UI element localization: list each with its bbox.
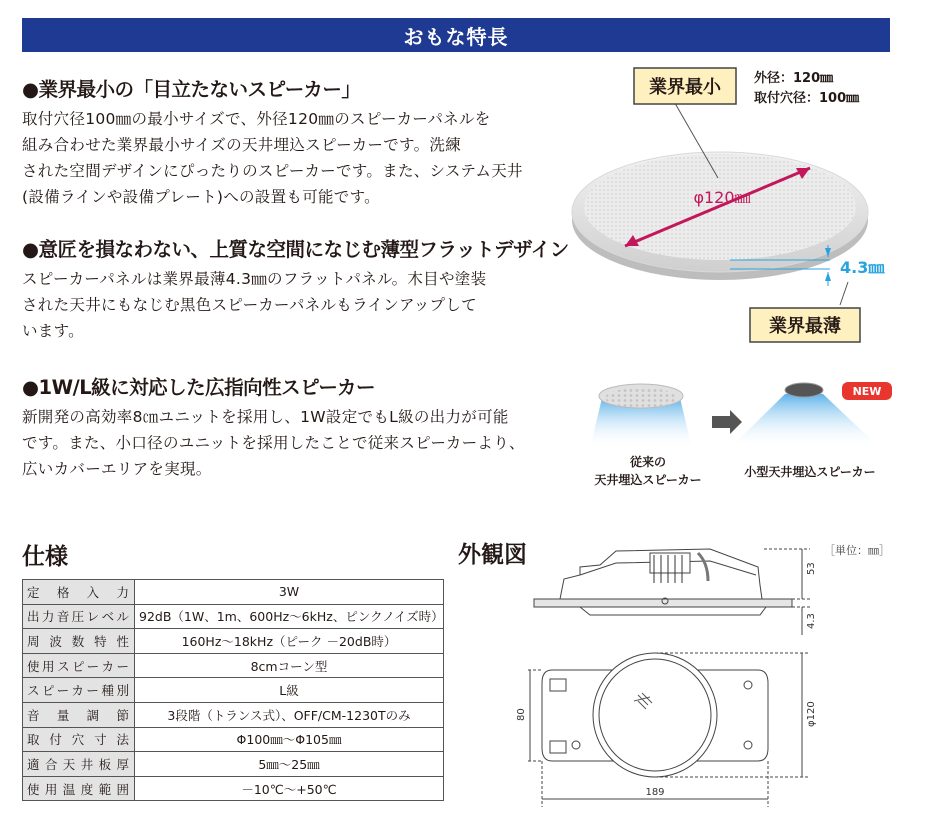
unit-label: ［単位：㎜］ [824, 544, 890, 557]
feature-body: 新開発の高効率8㎝ユニットを採用し、1W設定でもL級の出力が可能 です。また、小口径のユニットを採用したことで従来スピーカーより、 広いカバーエリアを実現。 [22, 408, 525, 478]
table-row [23, 727, 444, 752]
spec-value: 3段階（トランス式）、OFF/CM-1230Tのみ [135, 702, 444, 727]
spec-value: Φ100㎜～Φ105㎜ [135, 727, 444, 752]
spec-key: 音量調節 [23, 702, 135, 727]
spec-value: L級 [135, 678, 444, 703]
external-view-title: 外観図 [458, 542, 527, 568]
diameter-label: φ120㎜ [693, 188, 751, 207]
spec-key: スピーカー種別 [23, 678, 135, 703]
feature-body: 取付穴径100㎜の最小サイズで、外径120㎜のスピーカーパネルを 組み合わせた業界最小サイズの天井埋込スピーカーです。洗練 された空間デザインにぴったりのスピーカーです。また、システム天井 (設備ラインや設備プレート)への設置も可能です。 [22, 110, 523, 206]
old-speaker-label-2: 天井埋込スピーカー [594, 473, 702, 487]
spec-table [22, 579, 444, 801]
spec-key: 定格入力 [23, 580, 135, 605]
spec-key: 使用スピーカー [23, 653, 135, 678]
external-view-drawing [516, 545, 820, 820]
feature-heading: ●1W/L級に対応した広指向性スピーカー [22, 376, 375, 399]
table-row [23, 776, 444, 801]
table-row [23, 604, 444, 629]
spec-value: 5㎜～25㎜ [135, 752, 444, 777]
spec-value: 160Hz～18kHz（ピーク －20dB時） [135, 629, 444, 654]
spec-title: 仕様 [22, 544, 68, 570]
feature-heading: ●業界最小の「目立たないスピーカー」 [22, 78, 361, 101]
feature-thin-design [22, 238, 567, 344]
badge-thinnest: 業界最薄 [769, 316, 841, 337]
spec-value: 92dB（1W、1m、600Hz～6kHz、ピンクノイズ時） [135, 604, 444, 629]
dim-189: 189 [645, 787, 665, 798]
spec-key: 周波数特性 [23, 629, 135, 654]
table-row [23, 752, 444, 777]
dim-4-3: 4.3 [806, 613, 817, 629]
banner-title: おもな特長 [403, 24, 509, 49]
feature-body: スピーカーパネルは業界最薄4.3㎜のフラットパネル。木目や塗装 された天井にもなじむ黒色スピーカーパネルもラインアップして います。 [22, 270, 487, 340]
spec-key: 出力音圧レベル [23, 604, 135, 629]
badge-smallest: 業界最小 [649, 77, 721, 98]
features-banner [22, 18, 890, 52]
feature-wide-directivity [22, 376, 567, 482]
spec-value: －10℃～+50℃ [135, 776, 444, 801]
dim-80: 80 [516, 708, 527, 721]
spec-value: 3W [135, 580, 444, 605]
spec-key: 使用温度範囲 [23, 776, 135, 801]
spec-key: 適合天井板厚 [23, 752, 135, 777]
speaker-panel-illustration [570, 60, 900, 345]
thickness-label: 4.3㎜ [840, 258, 885, 277]
table-row [23, 678, 444, 703]
hole-diameter-label: 取付穴径：100㎜ [754, 91, 860, 106]
dim-120: φ120 [806, 701, 817, 727]
table-row [23, 580, 444, 605]
old-speaker-label-1: 従来の [629, 455, 667, 469]
table-row [23, 629, 444, 654]
table-row [23, 702, 444, 727]
outer-diameter-label: 外径：120㎜ [754, 71, 834, 86]
spec-key: 取付穴寸法 [23, 727, 135, 752]
feature-smallest [22, 78, 567, 210]
new-speaker-label: 小型天井埋込スピーカー [744, 465, 876, 479]
new-badge: NEW [852, 385, 882, 398]
dim-53: 53 [806, 562, 817, 575]
spec-value: 8cmコーン型 [135, 653, 444, 678]
speaker-comparison [580, 378, 900, 493]
table-row [23, 653, 444, 678]
feature-heading: ●意匠を損なわない、上質な空間になじむ薄型フラットデザイン [22, 238, 569, 261]
